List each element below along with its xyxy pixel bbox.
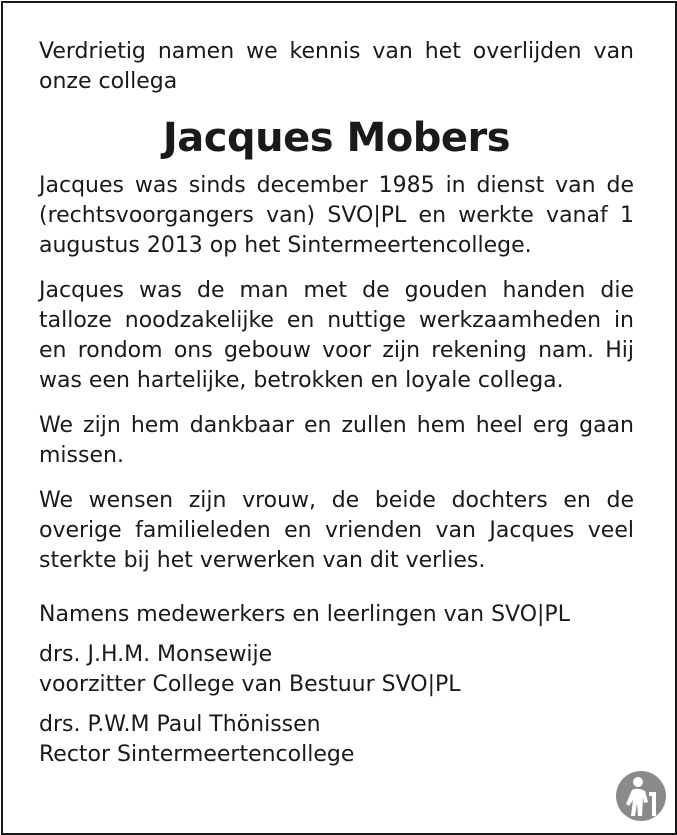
behalf-line: Namens medewerkers en leerlingen van SVO|PL — [39, 602, 570, 627]
signatory-role: voorzitter College van Bestuur SVO|PL — [39, 672, 461, 697]
signatory-role: Rector Sintermeertencollege — [39, 742, 355, 767]
signatory-name: drs. P.W.M Paul Thönissen — [39, 712, 321, 737]
notice-intro: Verdrietig namen we kennis van het overlijden van onze collega — [39, 39, 634, 94]
signatory — [39, 640, 634, 700]
figure-silhouette-icon — [615, 770, 667, 822]
notice-content — [39, 37, 634, 770]
signatory — [39, 710, 634, 770]
notice-paragraph: We wensen zijn vrouw, de beide dochters en de overige familieleden en vrienden van Jacques veel sterkte bij het verwerken van dit verlies. — [39, 488, 634, 573]
notice-paragraph: Jacques was sinds december 1985 in dienst van de (rechtsvoorgangers van) SVO|PL en werkte vanaf 1 augustus 2013 op het Sintermeertencollege. — [39, 173, 634, 258]
deceased-name: Jacques Mobers — [162, 115, 511, 161]
notice-paragraph: We zijn hem dankbaar en zullen hem heel erg gaan missen. — [39, 413, 634, 468]
signatory-name: drs. J.H.M. Monsewije — [39, 642, 273, 667]
notice-paragraph: Jacques was de man met de gouden handen die talloze noodzakelijke en nuttige werkzaamheden in en rondom ons gebouw voor zijn rekening nam. Hij was een hartelijke, betrokken en loyale collega. — [39, 278, 634, 393]
